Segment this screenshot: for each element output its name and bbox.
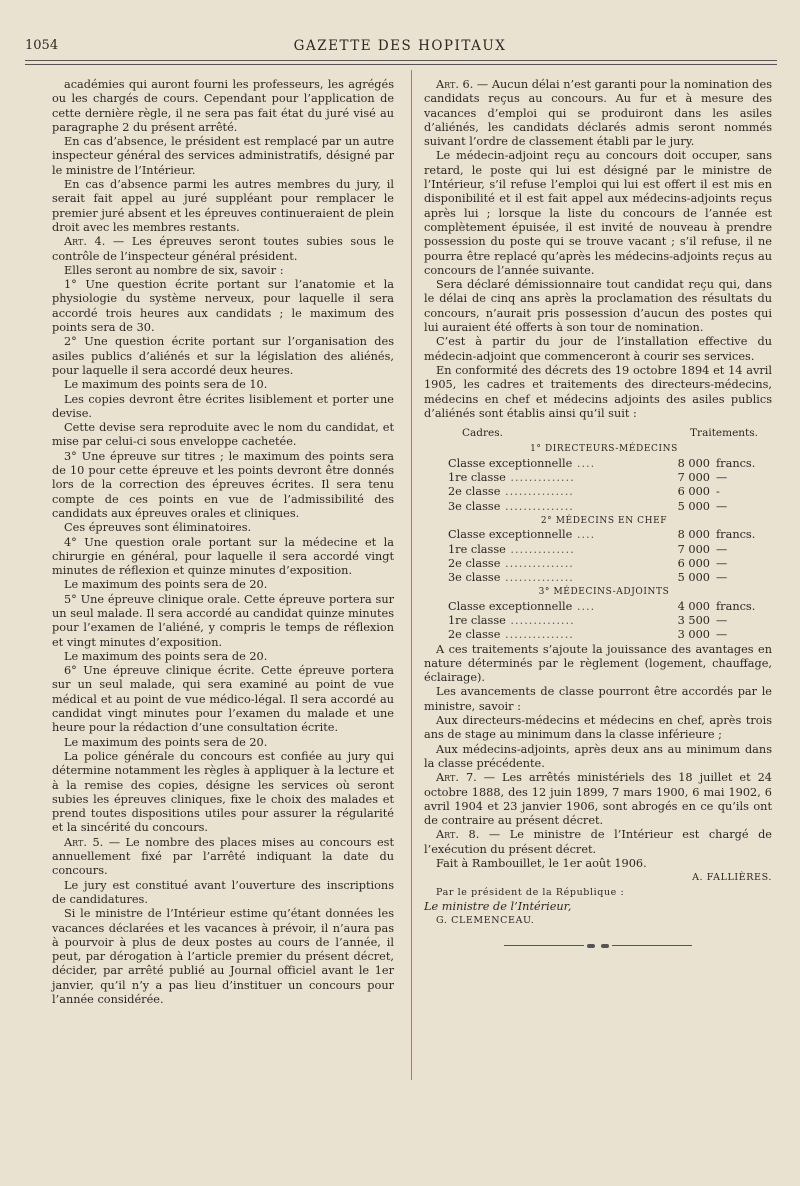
salary-amount: 3 000: [677, 628, 710, 642]
cadres-heading: Cadres.: [462, 427, 503, 440]
salary-row: [424, 543, 772, 557]
left-paragraph: En cas d’absence, le président est remplacé par un autre inspecteur général des services administratifs, désigné par le ministre de l’Intérieur.: [52, 135, 394, 177]
left-paragraph: Elles seront au nombre de six, savoir :: [64, 263, 284, 277]
left-paragraph: 1° Une question écrite portant sur l’anatomie et la physiologie du système nerveux, pour laquelle il sera accordé trois heures aux candidats ; le maximum des points sera de 30.: [52, 278, 394, 335]
right-paragraph: Aux médecins-adjoints, après deux ans au minimum dans la classe précédente.: [424, 742, 772, 770]
salary-table: [424, 442, 772, 642]
left-paragraph: Si le ministre de l’Intérieur estime qu’étant données les vacances déclarées et les vacances à prévoir, il n’aura pas à pourvoir à plus de deux postes au cours de l’année, il peut, par dérogation à l’article premier du présent décret, décider, par arrêté publié au Journal officiel avant le 1er janvier, qu’il n’y a pas lieu d’instituer un concours pour l’année considérée.: [52, 907, 394, 1006]
salary-amount: 7 000: [677, 471, 710, 485]
article-label: Art. 4.: [64, 235, 106, 249]
dot-leader: ...............: [500, 485, 574, 499]
right-paragraph: Le médecin-adjoint reçu au concours doit occuper, sans retard, le poste qui lui est désigné par le ministre de l’Intérieur, s’il refuse l’emploi qui lui est offert il est mis en disponibilité et il est fait appel aux médecins-adjoints reçus après lui ; lorsque la liste du concours de l’année est complètement épuisée, il est invité de nouveau à prendre possession du poste qui se trouve vacant ; s’il refuse, il ne pourra être replacé qu’après les médecins-adjoints reçus au concours de l’année suivante.: [424, 149, 772, 277]
dot-leader: ...............: [500, 571, 574, 585]
class-label: 2e classe: [448, 628, 501, 642]
left-paragraph: Le maximum des points sera de 20.: [64, 578, 268, 592]
article-label: Art. 6.: [436, 78, 474, 91]
salary-unit: —: [716, 613, 728, 627]
article-text: — Le ministre de l’Intérieur est chargé de l’exécution du présent décret.: [424, 828, 772, 856]
column-separator: [411, 70, 412, 1080]
dot-leader: ..............: [505, 471, 575, 485]
salary-section-table: [424, 600, 772, 643]
left-paragraph: 2° Une question écrite portant sur l’organisation des asiles publics d’aliénés et sur la législation des aliénés, pour laquelle il sera accordé deux heures.: [52, 335, 394, 377]
article-label: Art. 7.: [436, 771, 477, 785]
article-label: Art. 8.: [436, 828, 480, 842]
right-paragraph: A ces traitements s’ajoute la jouissance des avantages en nature déterminés par le règlement (logement, chauffage, éclairage).: [424, 642, 772, 685]
left-paragraph: Le maximum des points sera de 20.: [64, 735, 268, 749]
salary-amount: 6 000: [677, 556, 710, 570]
traitements-heading: Traitements.: [690, 427, 758, 440]
right-paragraph: En conformité des décrets des 19 octobre 1894 et 14 avril 1905, les cadres et traitements des directeurs-médecins, médecins en chef et médecins adjoints des asiles publics d’aliénés sont établis ainsi qu’il suit :: [424, 363, 772, 420]
left-paragraph: [52, 836, 394, 879]
article-text: — Le nombre des places mises au concours est annuellement fixé par l’arrêté indiquant la date du concours.: [52, 835, 394, 878]
dot-leader: ...............: [500, 556, 574, 570]
salary-unit: francs.: [716, 599, 756, 613]
salary-row: [424, 500, 772, 514]
header-rule: [25, 60, 777, 61]
class-label: Classe exceptionnelle: [448, 456, 573, 470]
class-label: Classe exceptionnelle: [448, 599, 573, 613]
salary-amount: 4 000: [677, 599, 710, 613]
left-paragraph: [52, 235, 394, 264]
salary-amount: 6 000: [677, 485, 710, 499]
salary-amount: 3 500: [677, 613, 710, 627]
salary-row: [424, 571, 772, 585]
salary-unit: —: [716, 471, 728, 485]
salary-section-title: 1° DIRECTEURS-MÉDECINS: [530, 444, 678, 455]
salary-unit: -: [716, 485, 720, 499]
right-paragraph: Les avancements de classe pourront être accordés par le ministre, savoir :: [424, 685, 772, 713]
salary-row: [424, 600, 772, 614]
dot-leader: ....: [572, 528, 596, 542]
salary-amount: 8 000: [677, 528, 710, 542]
class-label: 2e classe: [448, 485, 501, 499]
salary-unit: —: [716, 628, 728, 642]
class-label: 3e classe: [448, 499, 501, 513]
salary-unit: —: [716, 499, 728, 513]
dot-leader: ..............: [505, 542, 575, 556]
page-number: 1054: [25, 38, 59, 53]
page-header: [25, 38, 775, 60]
article-text: — Les arrêtés ministériels des 18 juillet et 24 octobre 1888, des 12 juin 1899, 7 mars 1900, 6 mai 1902, 6 avril 1904 et 23 janvier 1906, sont abrogés en ce qu’ils ont de contraire au présent décret.: [424, 771, 772, 828]
right-paragraph: Sera déclaré démissionnaire tout candidat reçu qui, dans le délai de cinq ans après la proclamation des résultats du concours, n’aurait pris possession d’aucun des postes qui lui auraient été offerts à son tour de nomination.: [424, 278, 772, 335]
salary-section-table: [424, 528, 772, 585]
journal-title: GAZETTE DES HOPITAUX: [293, 38, 507, 54]
salary-section-table: [424, 457, 772, 514]
end-ornament: [424, 939, 772, 953]
salary-unit: —: [716, 556, 728, 570]
salary-amount: 8 000: [677, 456, 710, 470]
salary-row: [424, 628, 772, 642]
class-label: 1re classe: [448, 471, 506, 485]
dot-leader: ....: [572, 599, 596, 613]
president-signature: A. FALLIÈRES.: [692, 872, 772, 884]
article-label: Art. 5.: [64, 835, 104, 849]
left-paragraph: 4° Une question orale portant sur la médecine et la chirurgie en général, pour laquelle il sera accordé vingt minutes de réflexion et quinze minutes d’exposition.: [52, 535, 394, 578]
dot-leader: ...............: [500, 628, 574, 642]
left-paragraph: Le maximum des points sera de 10.: [64, 378, 268, 392]
class-label: 3e classe: [448, 571, 501, 585]
salary-row: [424, 485, 772, 499]
right-column-text-bottom: [424, 643, 772, 872]
dot-leader: ...............: [500, 499, 574, 513]
minister-signature: G. CLEMENCEAU.: [436, 915, 535, 927]
dot-leader: ....: [572, 456, 596, 470]
left-column: [52, 78, 394, 1007]
minister-title: Le ministre de l’Intérieur,: [424, 899, 572, 913]
right-paragraph: [424, 771, 772, 828]
salary-unit: —: [716, 571, 728, 585]
left-paragraph: académies qui auront fourni les professeurs, les agrégés ou les chargés de cours. Cependant pour l’application de cette dernière règle, il ne sera pas fait état du juré visé au paragraphe 2 du présent arrêté.: [52, 78, 394, 134]
left-paragraph: Le maximum des points sera de 20.: [64, 649, 268, 663]
salary-amount: 5 000: [677, 571, 710, 585]
article-text: — Aucun délai n’est garanti pour la nomination des candidats reçus au concours. Au fur et à mesure des vacances d’emploi qui se produiront dans les asiles d’aliénés, les candidats déclarés admis seront nommés suivant l’ordre de classement établi par le jury.: [424, 78, 772, 149]
class-label: 1re classe: [448, 542, 506, 556]
right-paragraph: [424, 828, 772, 857]
left-paragraph: 3° Une épreuve sur titres ; le maximum des points sera de 10 pour cette épreuve et les points devront être donnés lors de la correction des épreuves écrites. Il sera tenu compte de ces points en vue de l’admissibilité des candidats aux épreuves orales et cliniques.: [52, 449, 394, 520]
salary-section-title: 3° MÉDECINS-ADJOINTS: [538, 587, 670, 598]
left-paragraph: La police générale du concours est confiée au jury qui détermine notamment les règles à appliquer à la lecture et à la remise des copies, désigne les services où seront subies les épreuves cliniques, fixe le choix des malades et prend toutes dispositions utiles pour assurer la régularité et la sincérité du concours.: [52, 749, 394, 835]
salary-unit: —: [716, 542, 728, 556]
right-column-text-top: [424, 78, 772, 421]
left-paragraph: Ces épreuves sont éliminatoires.: [64, 521, 252, 535]
salary-row: [424, 528, 772, 542]
header-rule-thin: [25, 64, 777, 65]
right-paragraph: Aux directeurs-médecins et médecins en chef, après trois ans de stage au minimum dans la classe inférieure ;: [424, 714, 772, 742]
left-paragraph: 5° Une épreuve clinique orale. Cette épreuve portera sur un seul malade. Il sera accordé au candidat quinze minutes pour l’examen de l’aliéné, y compris le temps de réflexion et vingt minutes d’exposition.: [52, 592, 394, 649]
left-paragraph: Cette devise sera reproduite avec le nom du candidat, et mise par celui-ci sous enveloppe cachetée.: [52, 421, 394, 449]
left-paragraph: 6° Une épreuve clinique écrite. Cette épreuve portera sur un seul malade, qui sera examiné au point de vue médical et au point de vue médico-légal. Il sera accordé au candidat vingt minutes pour l’examen du malade et une heure pour la rédaction d’une consultation écrite.: [52, 664, 394, 735]
right-paragraph: Fait à Rambouillet, le 1er août 1906.: [436, 857, 647, 871]
left-paragraph: Les copies devront être écrites lisiblement et porter une devise.: [52, 392, 394, 420]
left-paragraph: Le jury est constitué avant l’ouverture des inscriptions de candidatures.: [52, 878, 394, 906]
right-paragraph: [424, 78, 772, 149]
dot-leader: ..............: [505, 613, 575, 627]
article-text: — Les épreuves seront toutes subies sous le contrôle de l’inspecteur général président.: [52, 235, 394, 263]
class-label: Classe exceptionnelle: [448, 528, 573, 542]
salary-row: [424, 457, 772, 471]
right-paragraph: C’est à partir du jour de l’installation effective du médecin-adjoint que commenceront à courir ses services.: [424, 335, 772, 363]
salary-unit: francs.: [716, 528, 756, 542]
class-label: 2e classe: [448, 556, 501, 570]
salary-amount: 7 000: [677, 542, 710, 556]
salary-row: [424, 557, 772, 571]
salary-amount: 5 000: [677, 499, 710, 513]
salary-unit: francs.: [716, 456, 756, 470]
salary-row: [424, 471, 772, 485]
left-paragraph: En cas d’absence parmi les autres membres du jury, il serait fait appel au juré suppléant pour remplacer le premier juré absent et les épreuves continueraient de plein droit avec les membres restants.: [52, 178, 394, 234]
right-column: [424, 78, 772, 953]
salary-section-title: 2° MÉDECINS EN CHEF: [540, 515, 668, 526]
class-label: 1re classe: [448, 613, 506, 627]
salary-table-header: [424, 426, 772, 440]
by-president-line: Par le président de la République :: [436, 886, 625, 898]
salary-row: [424, 614, 772, 628]
